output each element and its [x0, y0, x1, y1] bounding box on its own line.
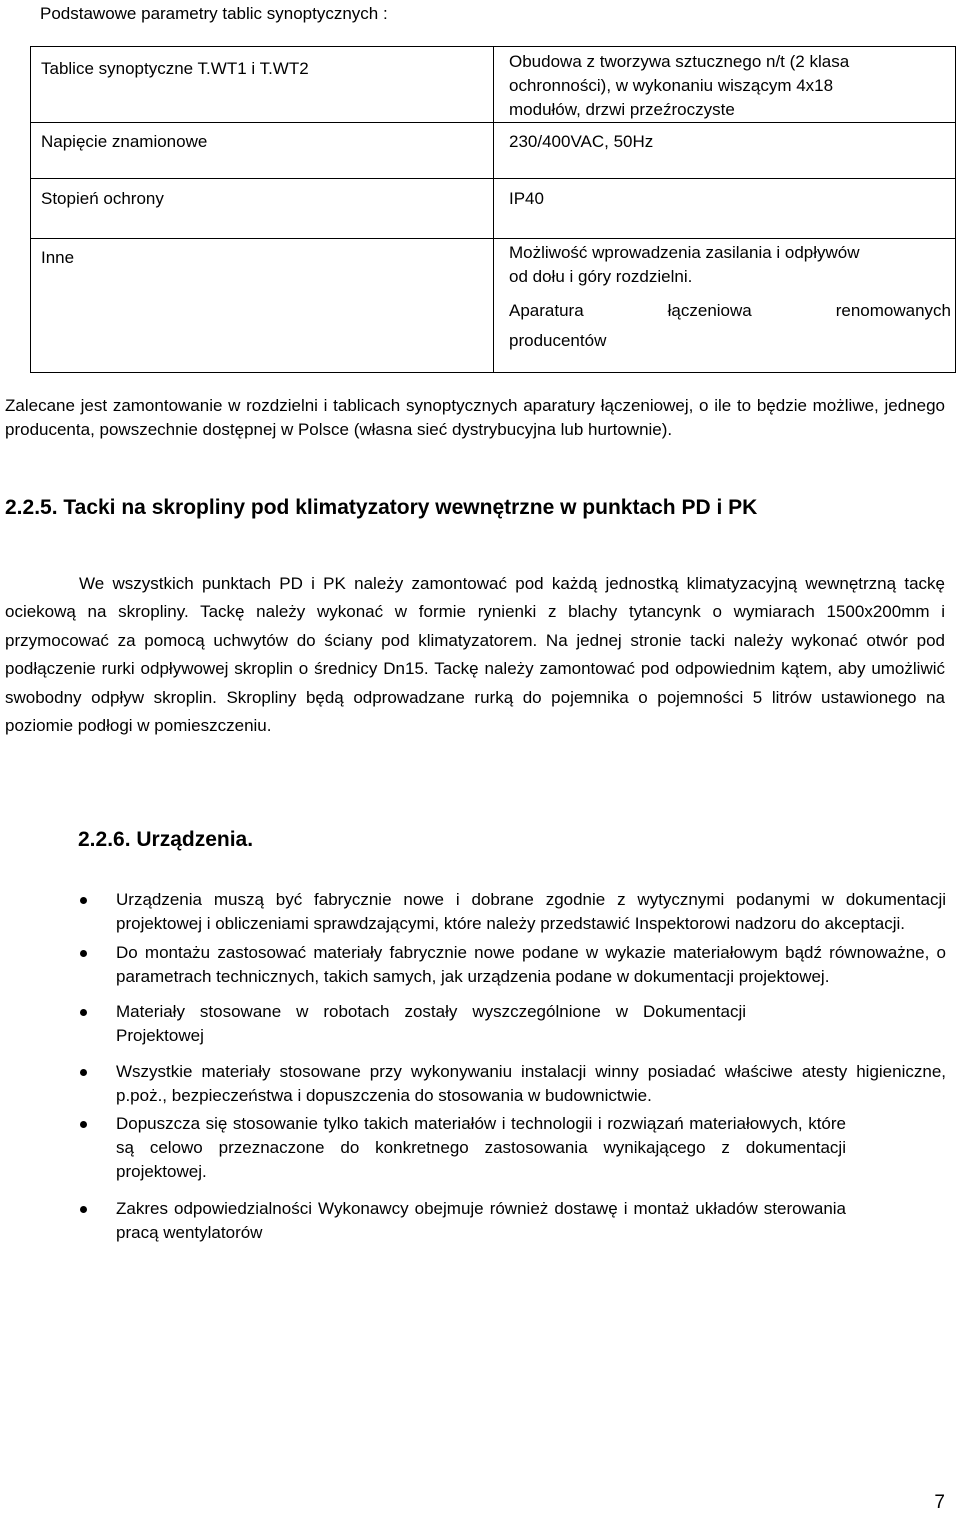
- table-row: [31, 47, 956, 123]
- param-value-line: Obudowa z tworzywa sztucznego n/t (2 klasa: [509, 52, 850, 71]
- param-value-line: producentów: [509, 331, 607, 350]
- param-label-text: Napięcie znamionowe: [41, 132, 208, 151]
- param-value: [494, 239, 956, 373]
- param-value-line: ochronności), w wykonaniu wiszącym 4x18: [509, 76, 834, 95]
- list-item-text: Dopuszcza się stosowanie tylko takich materiałów i technologii i rozwiązań materiałowych, które są celowo przeznaczone do konkretnego zastosowania wynikającego z dokumentacji projektowej.: [116, 1114, 846, 1181]
- param-value-line: Aparatura łączeniowa renomowanych: [509, 301, 951, 320]
- parameters-table: [30, 46, 956, 373]
- param-value-text: IP40: [509, 189, 544, 208]
- list-item: [0, 1000, 946, 1048]
- section-225-paragraph: We wszystkich punktach PD i PK należy zamontować pod każdą jednostką klimatyzacyjną wewnętrzną tackę ociekową na skropliny. Tackę należy wykonać w formie rynienki z blachy tytancynk o wymiarach 1500x200mm i przymocować za pomocą uchwytów do ściany pod klimatyzatorem. Na jednej stronie tacki należy wykonać otwór pod podłączenie rurki odpływowej skroplin o średnicy Dn15. Tackę należy zamontować pod odpowiednim kątem, aby umożliwić swobodny odpływ skroplin. Skropliny będą odprowadzane rurką do pojemnika o pojemności 5 litrów ustawionego na poziomie podłogi w pomieszczeniu.: [5, 574, 945, 736]
- param-label: [31, 239, 494, 373]
- table-row: [31, 179, 956, 239]
- page-number: 7: [934, 1492, 945, 1513]
- bullet-icon: [80, 1121, 87, 1128]
- list-item: [0, 941, 946, 989]
- bullet-icon: [80, 950, 87, 957]
- recommendation-paragraph: Zalecane jest zamontowanie w rozdzielni i tablicach synoptycznych aparatury łączeniowej, o ile to będzie możliwe, jednego producenta, powszechnie dostępnej w Polsce (własna sieć dystrybucyjna lub hurtownie).: [5, 396, 945, 439]
- param-value-line: Możliwość wprowadzenia zasilania i odpływów: [509, 243, 860, 262]
- param-label: [31, 123, 494, 179]
- param-value: [494, 47, 956, 123]
- param-value-line: modułów, drzwi przeźroczyste: [509, 100, 735, 119]
- requirements-list: [0, 888, 946, 1245]
- list-item-text: Do montażu zastosować materiały fabrycznie nowe podane w wykazie materiałowym bądź równoważne, o parametrach technicznych, takich samych, jak urządzenia podane w dokumentacji projektowej.: [116, 943, 946, 986]
- param-label: [31, 179, 494, 239]
- list-item-text: Materiały stosowane w robotach zostały wyszczególnione w Dokumentacji Projektowej: [116, 1002, 746, 1045]
- param-label-text: Inne: [41, 248, 75, 267]
- section-heading-226: 2.2.6. Urządzenia.: [78, 828, 254, 851]
- intro-text: Podstawowe parametry tablic synoptycznych :: [40, 4, 388, 23]
- bullet-icon: [80, 1009, 87, 1016]
- list-item-text: Urządzenia muszą być fabrycznie nowe i dobrane zgodnie z wytycznymi podanymi w dokumentacji projektowej i obliczeniami sprawdzającymi, które należy przedstawić Inspektorowi nadzoru do akceptacji.: [116, 890, 946, 933]
- list-item: [0, 1112, 946, 1184]
- bullet-icon: [80, 1069, 87, 1076]
- bullet-icon: [80, 897, 87, 904]
- param-label-text: Stopień ochrony: [41, 189, 164, 208]
- table-row: [31, 239, 956, 373]
- param-value: [494, 123, 956, 179]
- list-item: [0, 1197, 946, 1245]
- list-item-text: Zakres odpowiedzialności Wykonawcy obejmuje również dostawę i montaż układów sterowania pracą wentylatorów: [116, 1199, 846, 1242]
- bullet-icon: [80, 1206, 87, 1213]
- param-label-text: Tablice synoptyczne T.WT1 i T.WT2: [41, 59, 309, 78]
- table-row: [31, 123, 956, 179]
- param-value-text: 230/400VAC, 50Hz: [509, 132, 654, 151]
- param-label: [31, 47, 494, 123]
- param-value-line: od dołu i góry rozdzielni.: [509, 267, 693, 286]
- list-item: [0, 888, 946, 936]
- list-item-text: Wszystkie materiały stosowane przy wykonywaniu instalacji winny posiadać właściwe atesty higieniczne, p.poż., bezpieczeństwa i dopuszczenia do stosowania w budownictwie.: [116, 1062, 946, 1105]
- list-item: [0, 1060, 946, 1108]
- section-heading-225: 2.2.5. Tacki na skropliny pod klimatyzatory wewnętrzne w punktach PD i PK: [5, 496, 758, 519]
- param-value: [494, 179, 956, 239]
